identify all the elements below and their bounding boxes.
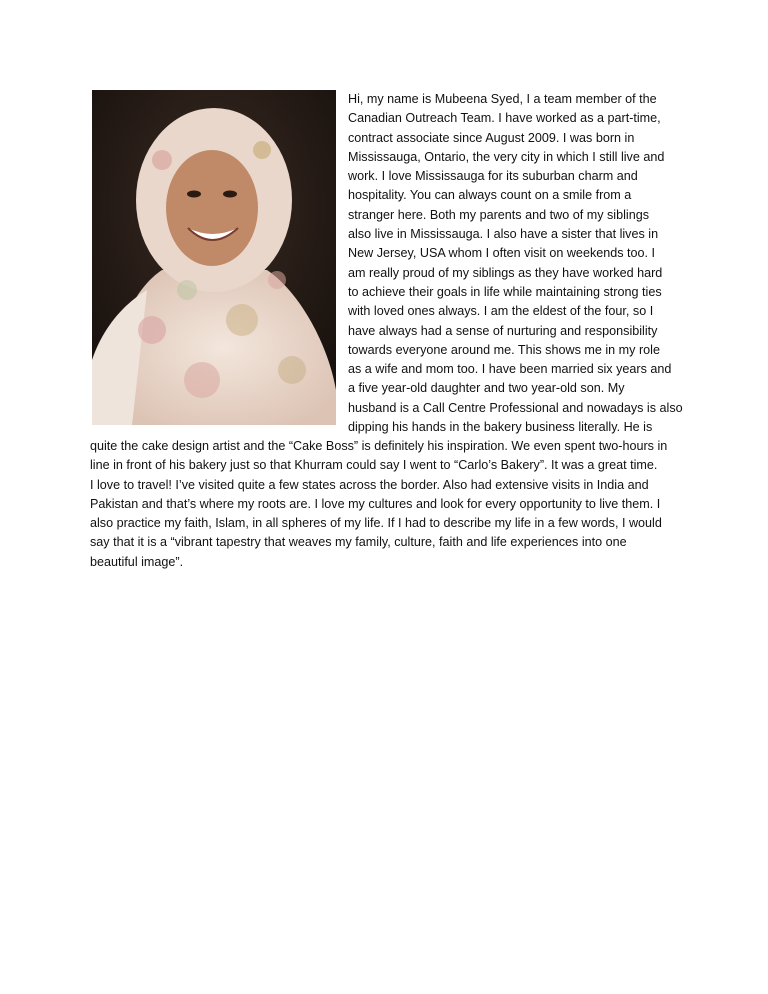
bio-text-line: am really proud of my siblings as they have worked hard bbox=[348, 265, 663, 280]
portrait-photo bbox=[92, 90, 336, 425]
bio-text-line: Canadian Outreach Team. I have worked as a part-time, bbox=[348, 111, 661, 126]
bio-text-line: also practice my faith, Islam, in all spheres of my life. If I had to describe my life in a few words, I would bbox=[90, 516, 662, 531]
bio-text-line: with loved ones always. I am the eldest of the four, so I bbox=[348, 304, 654, 319]
bio-text-line: have always had a sense of nurturing and responsibility bbox=[348, 323, 658, 338]
bio-text-full-width bbox=[90, 437, 667, 572]
bio-text-line: Hi, my name is Mubeena Syed, I a team member of the bbox=[348, 92, 657, 106]
bio-text-line: hospitality. You can always count on a smile from a bbox=[348, 188, 632, 203]
bio-text-line: dipping his hands in the bakery business literally. He is bbox=[348, 420, 653, 435]
bio-text-line: as a wife and mom too. I have been married six years and bbox=[348, 362, 672, 377]
bio-text-line: beautiful image”. bbox=[90, 554, 184, 569]
bio-text-wrapped bbox=[348, 90, 683, 437]
bio-text-line: quite the cake design artist and the “Cake Boss” is definitely his inspiration. We even spent two-hours in bbox=[90, 439, 668, 453]
bio-text-line: say that it is a “vibrant tapestry that weaves my family, culture, faith and life experiences into one bbox=[90, 535, 627, 550]
bio-text-line: husband is a Call Centre Professional and nowadays is also bbox=[348, 400, 683, 415]
bio-text-line: also live in Mississauga. I also have a sister that lives in bbox=[348, 227, 659, 242]
bio-text-line: a five year-old daughter and two year-old son. My bbox=[348, 381, 625, 396]
bio-text-line: towards everyone around me. This shows me in my role bbox=[348, 342, 660, 357]
bio-text-line: Mississauga, Ontario, the very city in which I still live and bbox=[348, 149, 665, 164]
bio-text-line: to achieve their goals in life while maintaining strong ties bbox=[348, 284, 662, 299]
bio-text-line: line in front of his bakery just so that Khurram could say I went to “Carlo’s Bakery”. It was a great time. bbox=[90, 458, 658, 473]
bio-text-line: contract associate since August 2009. I was born in bbox=[348, 130, 635, 145]
portrait-illustration bbox=[92, 90, 336, 425]
bio-text-line: Pakistan and that’s where my roots are. I love my cultures and look for every opportunity to live them. I bbox=[90, 496, 661, 511]
bio-text-line: I love to travel! I’ve visited quite a few states across the border. Also had extensive visits in India and bbox=[90, 477, 649, 492]
bio-text-line: stranger here. Both my parents and two of my siblings bbox=[348, 207, 649, 222]
bio-text-line: work. I love Mississauga for its suburban charm and bbox=[348, 169, 638, 184]
bio-text-line: New Jersey, USA whom I often visit on weekends too. I bbox=[348, 246, 656, 261]
